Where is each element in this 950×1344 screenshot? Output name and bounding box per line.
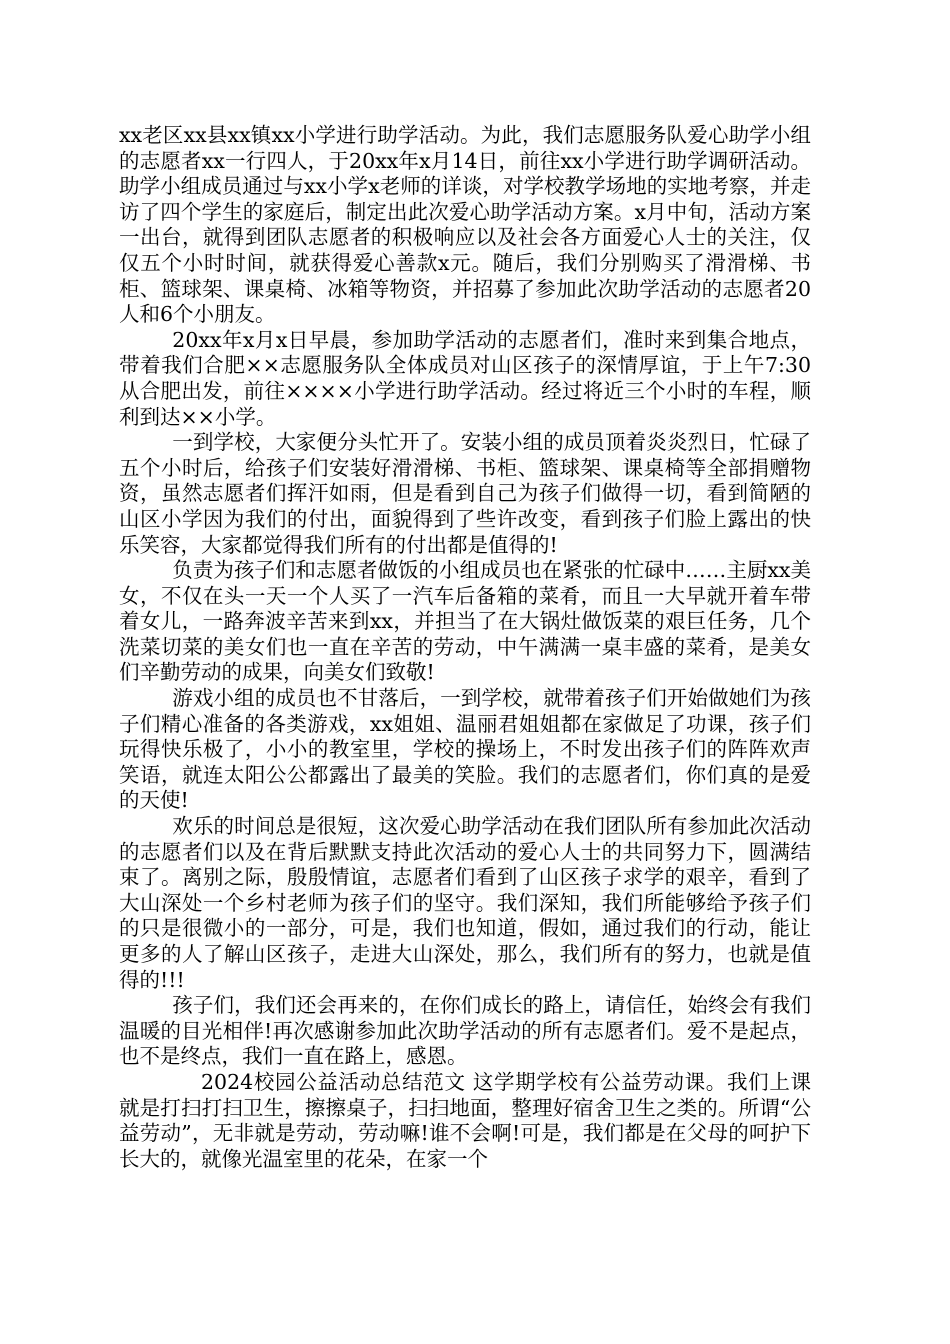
paragraph-6: 欢乐的时间总是很短，这次爱心助学活动在我们团队所有参加此次活动的志愿者们以及在背后默默支持此次活动的爱心人士的共同努力下，圆满结束了。离别之际，殷殷情谊，志愿者们看到了山区孩子求学的艰辛，看到了大山深处一个乡村老师为孩子们的坚守。我们深知，我们所能够给予孩子们的只是很微小的一部分，可是，我们也知道，假如，通过我们的行动，能让更多的人了解山区孩子，走进大山深处，那么，我们所有的努力，也就是值得的!!! (119, 814, 811, 992)
paragraph-8: 2024校园公益活动总结范文 这学期学校有公益劳动课。我们上课就是打扫打扫卫生，擦擦桌子，扫扫地面，整理好宿舍卫生之类的。所谓“公益劳动”，无非就是劳动，劳动嘛!谁不会啊!可是，我们都是在父母的呵护下长大的，就像光温室里的花朵，在家一个 (119, 1069, 811, 1171)
paragraph-1: xx老区xx县xx镇xx小学进行助学活动。为此，我们志愿服务队爱心助学小组的志愿者xx一行四人，于20xx年x月14日，前往xx小学进行助学调研活动。助学小组成员通过与xx小学x老师的详谈，对学校教学场地的实地考察，并走访了四个学生的家庭后，制定出此次爱心助学活动方案。x月中旬，活动方案一出台，就得到团队志愿者的积极响应以及社会各方面爱心人士的关注，仅仅五个小时时间，就获得爱心善款x元。随后，我们分别购买了滑滑梯、书柜、篮球架、课桌椅、冰箱等物资，并招募了参加此次助学活动的志愿者20人和6个小朋友。 (119, 123, 811, 327)
paragraph-2: 20xx年x月x日早晨，参加助学活动的志愿者们，准时来到集合地点，带着我们合肥××志愿服务队全体成员对山区孩子的深情厚谊，于上午7:30从合肥出发，前往××××小学进行助学活动。经过将近三个小时的车程，顺利到达××小学。 (119, 327, 811, 429)
paragraph-5: 游戏小组的成员也不甘落后，一到学校，就带着孩子们开始做她们为孩子们精心准备的各类游戏，xx姐姐、温丽君姐姐都在家做足了功课，孩子们玩得快乐极了，小小的教室里，学校的操场上，不时发出孩子们的阵阵欢声笑语，就连太阳公公都露出了最美的笑脸。我们的志愿者们，你们真的是爱的天使! (119, 686, 811, 813)
paragraph-7: 孩子们，我们还会再来的，在你们成长的路上，请信任，始终会有我们温暖的目光相伴!再次感谢参加此次助学活动的所有志愿者们。爱不是起点，也不是终点，我们一直在路上，感恩。 (119, 993, 811, 1069)
paragraph-4: 负责为孩子们和志愿者做饭的小组成员也在紧张的忙碌中……主厨xx美女，不仅在头一天一个人买了一汽车后备箱的菜肴，而且一大早就开着车带着女儿，一路奔波辛苦来到xx，并担当了在大锅灶做饭菜的艰巨任务，几个洗菜切菜的美女们也一直在辛苦的劳动，中午满满一桌丰盛的菜肴，是美女们辛勤劳动的成果，向美女们致敬! (119, 558, 811, 685)
document-page (119, 123, 811, 1172)
paragraph-3: 一到学校，大家便分头忙开了。安装小组的成员顶着炎炎烈日，忙碌了五个小时后，给孩子们安装好滑滑梯、书柜、篮球架、课桌椅等全部捐赠物资，虽然志愿者们挥汗如雨，但是看到自己为孩子们做得一切，看到简陋的山区小学因为我们的付出，面貌得到了些许改变，看到孩子们脸上露出的快乐笑容，大家都觉得我们所有的付出都是值得的! (119, 430, 811, 557)
